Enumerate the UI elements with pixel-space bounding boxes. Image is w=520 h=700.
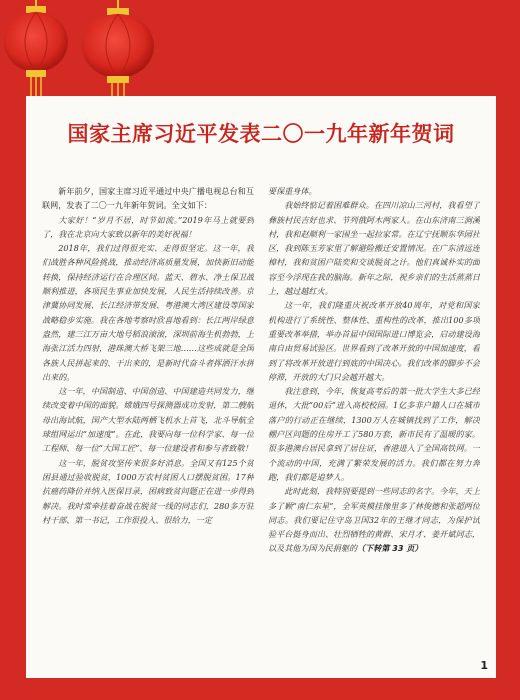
body-paragraph: 我注意到，今年，恢复高考后的第一批大学生大多已经退休，大批“00后”进入高校校园。1亿多非户籍人口在城市落户的行动正在继续，1300万人在城镇找到了工作，解决棚户区问题的住房开工了580万套，新市民有了温暖的家。很多港澳台居民拿到了居住证，香港进入了全国高铁网。一个流动的中国，充满了繁荣发展的活力。我们都在努力奔跑，我们都是追梦人。 (268, 386, 480, 482)
body-paragraph: 大家好！“岁月不居，时节如流。”2019年马上就要到了，我在北京向大家致以新年的美好祝福！ (42, 214, 254, 239)
body-paragraph: 要保重身体。 (268, 186, 317, 196)
body-paragraph: 这一年，脱贫攻坚传来很多好消息。全国又有125个贫困县通过验收脱贫，1000万农村贫困人口摆脱贫困。17种抗癌药降价并纳入医保目录，困病致贫问题正在进一步得到解决。我时常牵挂着奋战在脱贫一线的同志们，280多万驻村干部、第一书记，工作很投入、很给力，一定 (42, 457, 254, 525)
article-title: 国家主席习近平发表二〇一九年新年贺词 (67, 122, 455, 146)
body-paragraph: 2018年，我们过得很充实、走得很坚定。这一年，我们战胜各种风险挑战，推动经济高质量发展，加快新旧动能转换，保持经济运行在合理区间。蓝天、碧水、净土保卫战顺利推进，各项民生事业加快发展，人民生活持续改善。京津冀协同发展、长江经济带发展、粤港澳大湾区建设等国家战略稳步实施。我在各地考察时欣喜地看到：长江两岸绿意盎然，建三江万亩大地号稻浪滚滚，深圳前海生机勃勃，上海张江活力四射，港珠澳大桥飞架三地……这些成就是全国各族人民拼起来的、干出来的，是新时代奋斗者挥洒汗水拼出来的。 (42, 243, 254, 382)
intro-paragraph: 新年前夕，国家主席习近平通过中央广播电视总台和互联网，发表了二〇一九年新年贺词。全文如下： (42, 186, 254, 211)
body-paragraph: 这一年，我们隆重庆祝改革开放40周年，对党和国家机构进行了系统性、整体性、重构性的改革，推出100多项重要改革举措，举办首届中国国际进口博览会，启动建设海南自由贸易试验区。世界看到了改革开放的中国加速度，看到了将改革开放进行到底的中国决心。我们改革的脚步不会停滞，开放的大门只会越开越大。 (268, 300, 480, 382)
lantern-decoration (0, 0, 200, 110)
body-paragraph: 这一年，中国制造、中国创造、中国建造共同发力，继续改变着中国的面貌。嫦娥四号探测器成功发射，第二艘航母出海试航，国产大型水陆两栖飞机水上首飞，北斗导航全球组网运出“加速度”。在此，我要向每一位科学家、每一位工程师、每一位“大国工匠”、每一位建设者和参与者致敬！ (42, 386, 254, 454)
body-paragraph-text: 此时此刻，我特别要提到一些同志的名字。今年，天上多了颗“南仁东星”，全军英模挂像里多了林俊德和张超两位同志。我们要记住守岛卫国32年的王继才同志，为保护试验平台挺身而出、壮烈牺牲的黄群、宋月才、姜开斌同志，以及其他为国为民捐躯的 (268, 486, 480, 554)
lantern-icon (4, 0, 68, 104)
body-paragraph: 我始终惦记着困难群众。在四川凉山三河村，我看望了彝族村民吉好也求、节列俄阿木两家人。在山东济南三涧溪村，我和赵顺利一家围坐一起拉家常。在辽宁抚顺东华园社区，我到陈玉芳家里了解避险搬迁安置情况。在广东清远连樟村，我和贫困户陆奕和交谈脱贫之计。他们真诚朴实的面容至今浮现在我的脑海。新年之际，祝乡亲们的生活蒸蒸日上，越过越红火。 (268, 200, 480, 297)
left-column (42, 184, 254, 660)
page-number: 1 (480, 659, 488, 672)
right-column (268, 184, 480, 660)
lantern-icon (82, 0, 154, 110)
article-page (26, 96, 496, 678)
article-body (42, 184, 480, 660)
body-paragraph (268, 484, 480, 555)
continued-note: （下转第 33 页） (357, 543, 423, 554)
